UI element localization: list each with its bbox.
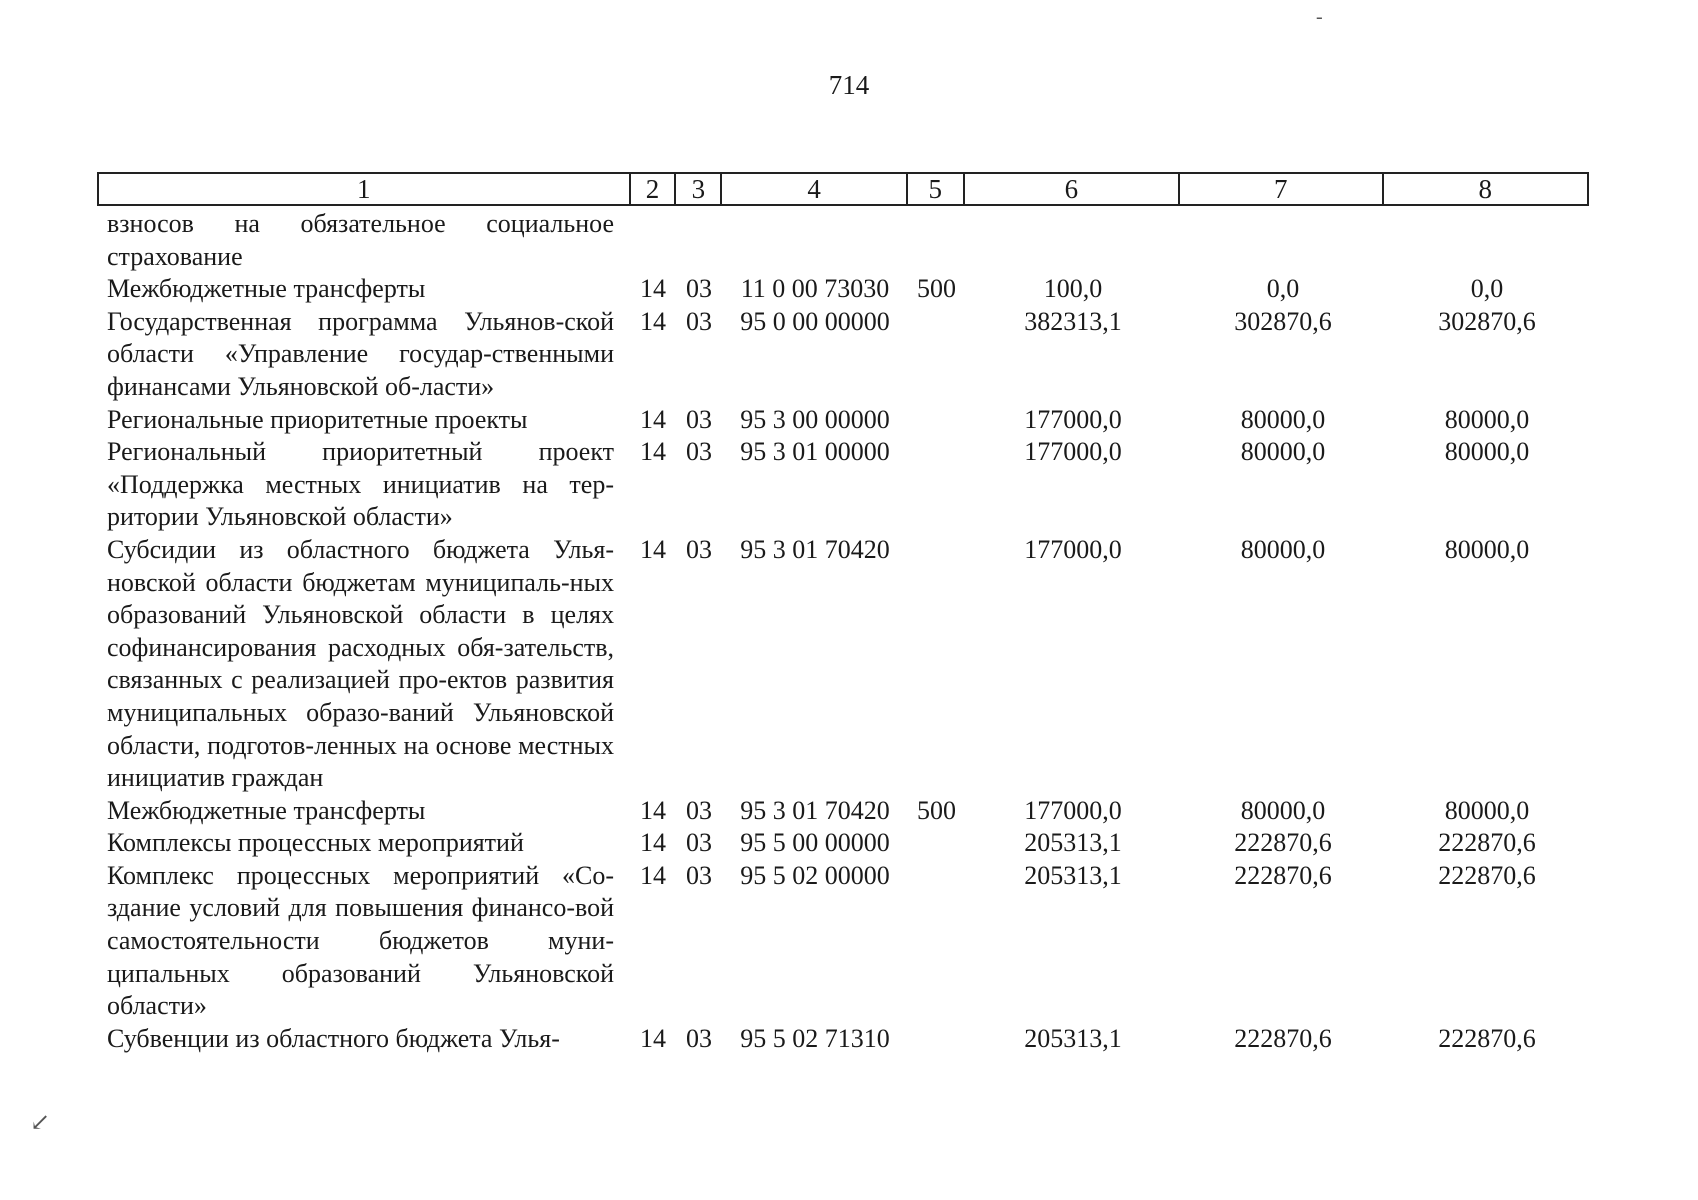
header-col-6: 6 (965, 174, 1180, 204)
header-col-4: 4 (722, 174, 908, 204)
row-value-col6: 177000,0 (1024, 534, 1122, 564)
row-value-col6: 177000,0 (1024, 437, 1122, 467)
row-name: Межбюджетные трансферты (107, 274, 426, 304)
row-subsection: 03 (686, 1023, 712, 1053)
row-name: Комплексы процессных мероприятий (107, 828, 524, 858)
row-target-code: 95 5 02 00000 (740, 860, 890, 890)
row-value-col7: 0,0 (1266, 274, 1300, 304)
row-section: 14 (640, 437, 666, 467)
row-value-col8: 80000,0 (1444, 404, 1530, 434)
header-col-5: 5 (908, 174, 965, 204)
header-col-2: 2 (631, 174, 677, 204)
row-section: 14 (640, 860, 666, 890)
row-value-col6: 100,0 (1043, 274, 1103, 304)
row-subsection: 03 (686, 437, 712, 467)
row-subsection: 03 (686, 534, 712, 564)
row-value-col8: 80000,0 (1444, 534, 1530, 564)
table-row (97, 436, 1589, 534)
row-name: Региональный приоритетный проект «Поддержка местных инициатив на тер-ритории Ульяновской области» (107, 437, 614, 532)
table-row (97, 534, 1589, 795)
header-col-8: 8 (1478, 173, 1492, 204)
table-row (97, 1023, 1589, 1056)
row-expense-type: 500 (917, 274, 956, 304)
row-name: Субсидии из областного бюджета Улья-новской области бюджетам муниципаль-ных образований Ульяновской области в целях софинансирования расходных обя-зательств, связанных с реализацией про-ектов развития муниципальных образо-ваний Ульяновской области, подготов-ленных на основе местных инициатив граждан (107, 534, 614, 793)
row-value-col7: 222870,6 (1234, 1023, 1332, 1053)
row-target-code: 95 5 02 71310 (740, 1023, 890, 1053)
row-section: 14 (640, 404, 666, 434)
header-col-7: 7 (1180, 174, 1383, 204)
table-row (97, 860, 1589, 1023)
row-value-col6: 177000,0 (1024, 795, 1122, 825)
row-subsection: 03 (686, 404, 712, 434)
table-header (97, 172, 1589, 206)
row-section: 14 (640, 795, 666, 825)
table-row (97, 306, 1589, 404)
scan-mark: ↙ (30, 1110, 51, 1136)
row-target-code: 11 0 00 73030 (740, 274, 890, 304)
row-value-col7: 302870,6 (1234, 306, 1332, 336)
row-expense-type: 500 (917, 795, 956, 825)
row-value-col8: 222870,6 (1438, 1023, 1536, 1053)
scan-mark: - (1316, 6, 1323, 28)
row-name: Комплекс процессных мероприятий «Со-здание условий для повышения финансо-вой самостоятельности бюджетов муни-ципальных образований Ульяновской области» (107, 860, 614, 1021)
row-value-col8: 222870,6 (1438, 860, 1536, 890)
row-section: 14 (640, 534, 666, 564)
row-section: 14 (640, 306, 666, 336)
row-target-code: 95 0 00 00000 (740, 306, 890, 336)
row-name: Региональные приоритетные проекты (107, 404, 528, 434)
row-target-code: 95 3 01 70420 (740, 534, 890, 564)
row-value-col6: 205313,1 (1024, 828, 1122, 858)
table-row (97, 404, 1589, 437)
row-value-col7: 222870,6 (1234, 828, 1332, 858)
row-value-col8: 302870,6 (1438, 306, 1536, 336)
row-subsection: 03 (686, 795, 712, 825)
header-col-1: 1 (99, 174, 631, 204)
row-value-col7: 222870,6 (1234, 860, 1332, 890)
row-target-code: 95 3 01 00000 (740, 437, 890, 467)
row-value-col6: 382313,1 (1024, 306, 1122, 336)
header-col-3: 3 (676, 174, 722, 204)
row-value-col6: 177000,0 (1024, 404, 1122, 434)
row-section: 14 (640, 828, 666, 858)
row-subsection: 03 (686, 306, 712, 336)
row-subsection: 03 (686, 274, 712, 304)
row-name: Субвенции из областного бюджета Улья- (107, 1023, 560, 1053)
row-target-code: 95 5 00 00000 (740, 828, 890, 858)
table-row (97, 208, 1589, 273)
row-name: Государственная программа Ульянов-ской области «Управление государ-ственными финансами Ульяновской об-ласти» (107, 306, 614, 401)
table-row (97, 795, 1589, 828)
row-subsection: 03 (686, 828, 712, 858)
row-value-col7: 80000,0 (1240, 404, 1326, 434)
row-value-col6: 205313,1 (1024, 860, 1122, 890)
row-value-col7: 80000,0 (1240, 534, 1326, 564)
row-name: взносов на обязательное социальное страхование (107, 209, 614, 271)
row-name: Межбюджетные трансферты (107, 795, 426, 825)
table-row (97, 273, 1589, 306)
row-value-col8: 80000,0 (1444, 795, 1530, 825)
row-section: 14 (640, 1023, 666, 1053)
row-target-code: 95 3 01 70420 (740, 795, 890, 825)
row-section: 14 (640, 274, 666, 304)
table-body (97, 208, 1589, 1055)
row-subsection: 03 (686, 860, 712, 890)
row-value-col7: 80000,0 (1240, 795, 1326, 825)
row-target-code: 95 3 00 00000 (740, 404, 890, 434)
row-value-col6: 205313,1 (1024, 1023, 1122, 1053)
table-row (97, 827, 1589, 860)
row-value-col8: 222870,6 (1438, 828, 1536, 858)
page-number: 714 (828, 70, 870, 100)
row-value-col7: 80000,0 (1240, 437, 1326, 467)
row-value-col8: 80000,0 (1444, 437, 1530, 467)
row-value-col8: 0,0 (1470, 274, 1504, 304)
